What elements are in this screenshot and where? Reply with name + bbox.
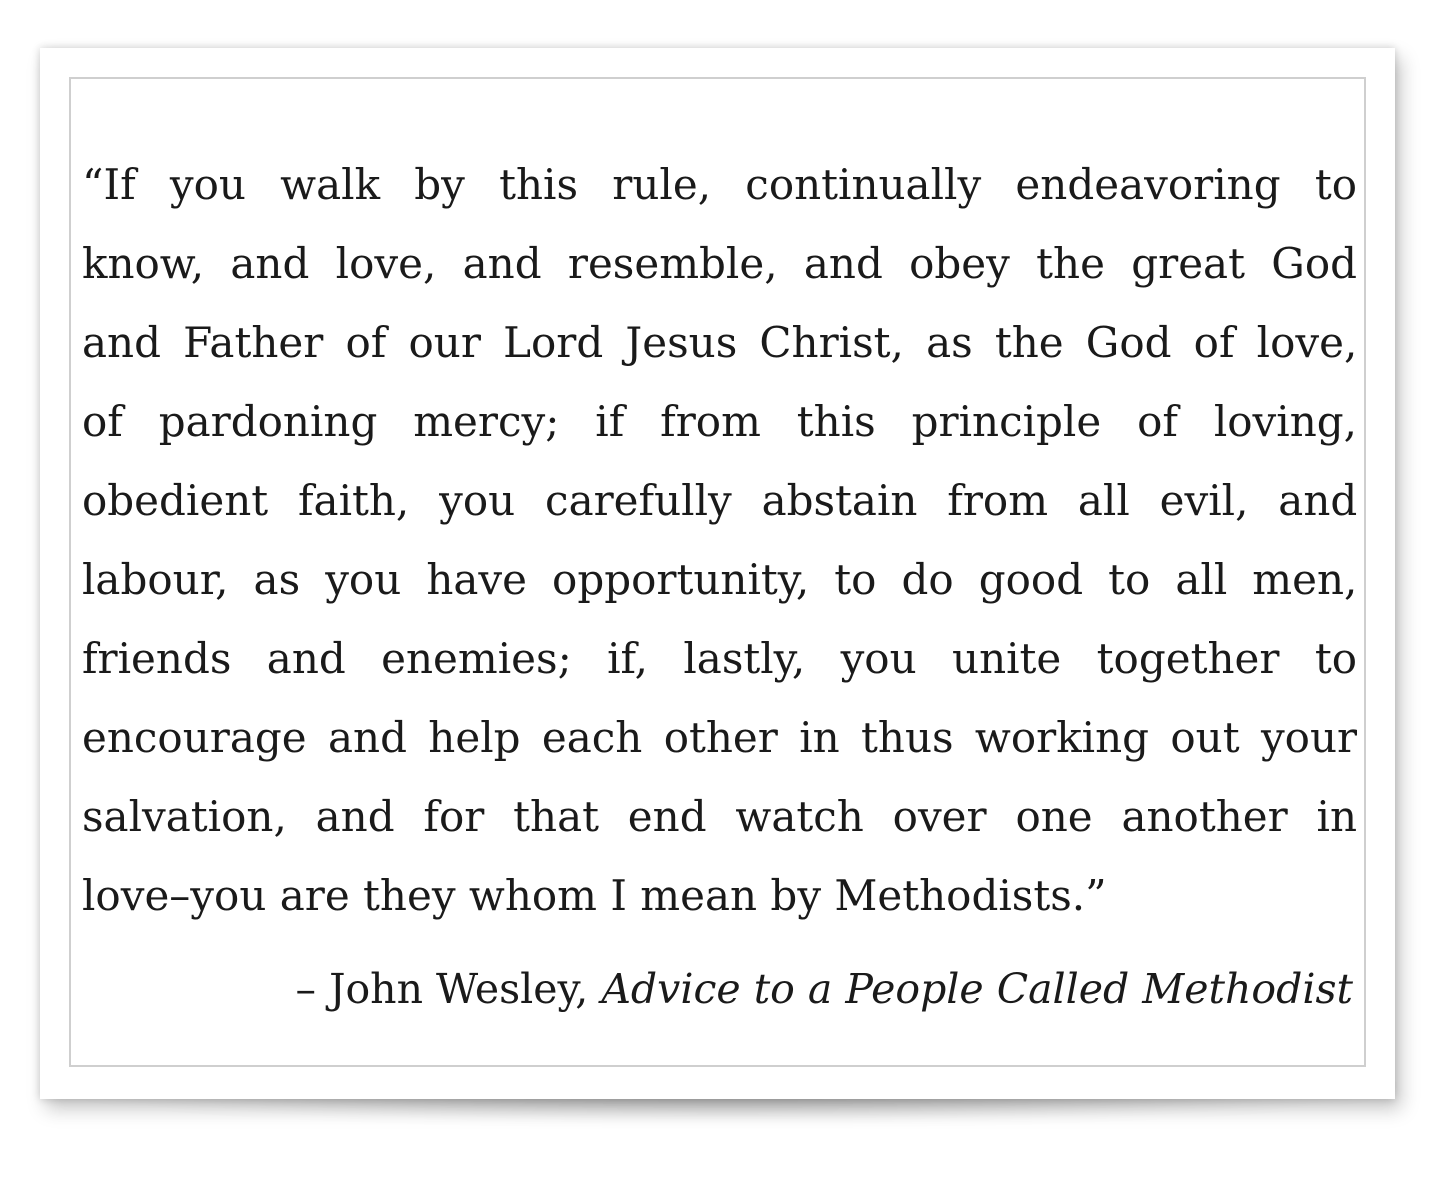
quote-line-9: salvation, and for that end watch over one another in — [82, 792, 1357, 841]
attribution-work-title: Advice to a People Called Methodist — [601, 965, 1353, 1013]
quote-line-3: and Father of our Lord Jesus Christ, as the God of love, — [82, 318, 1357, 367]
quote-line-10: love–you are they whom I mean by Methodists.” — [82, 871, 1107, 920]
quote-line-8: encourage and help each other in thus working out your — [82, 713, 1357, 762]
attribution-author: John Wesley, — [329, 965, 589, 1013]
quote-line-1: “If you walk by this rule, continually endeavoring to — [82, 160, 1357, 209]
attribution-dash: – — [295, 965, 317, 1013]
quote-line-7: friends and enemies; if, lastly, you unite together to — [82, 634, 1357, 683]
quote-text — [82, 145, 1357, 935]
quote-line-5: obedient faith, you carefully abstain from all evil, and — [82, 476, 1357, 525]
quote-line-6: labour, as you have opportunity, to do good to all men, — [82, 555, 1357, 604]
attribution — [296, 959, 1353, 1019]
quote-card — [40, 48, 1395, 1099]
quote-line-2: know, and love, and resemble, and obey the great God — [82, 239, 1357, 288]
quote-frame — [69, 77, 1366, 1067]
quote-line-4: of pardoning mercy; if from this principle of loving, — [82, 397, 1357, 446]
